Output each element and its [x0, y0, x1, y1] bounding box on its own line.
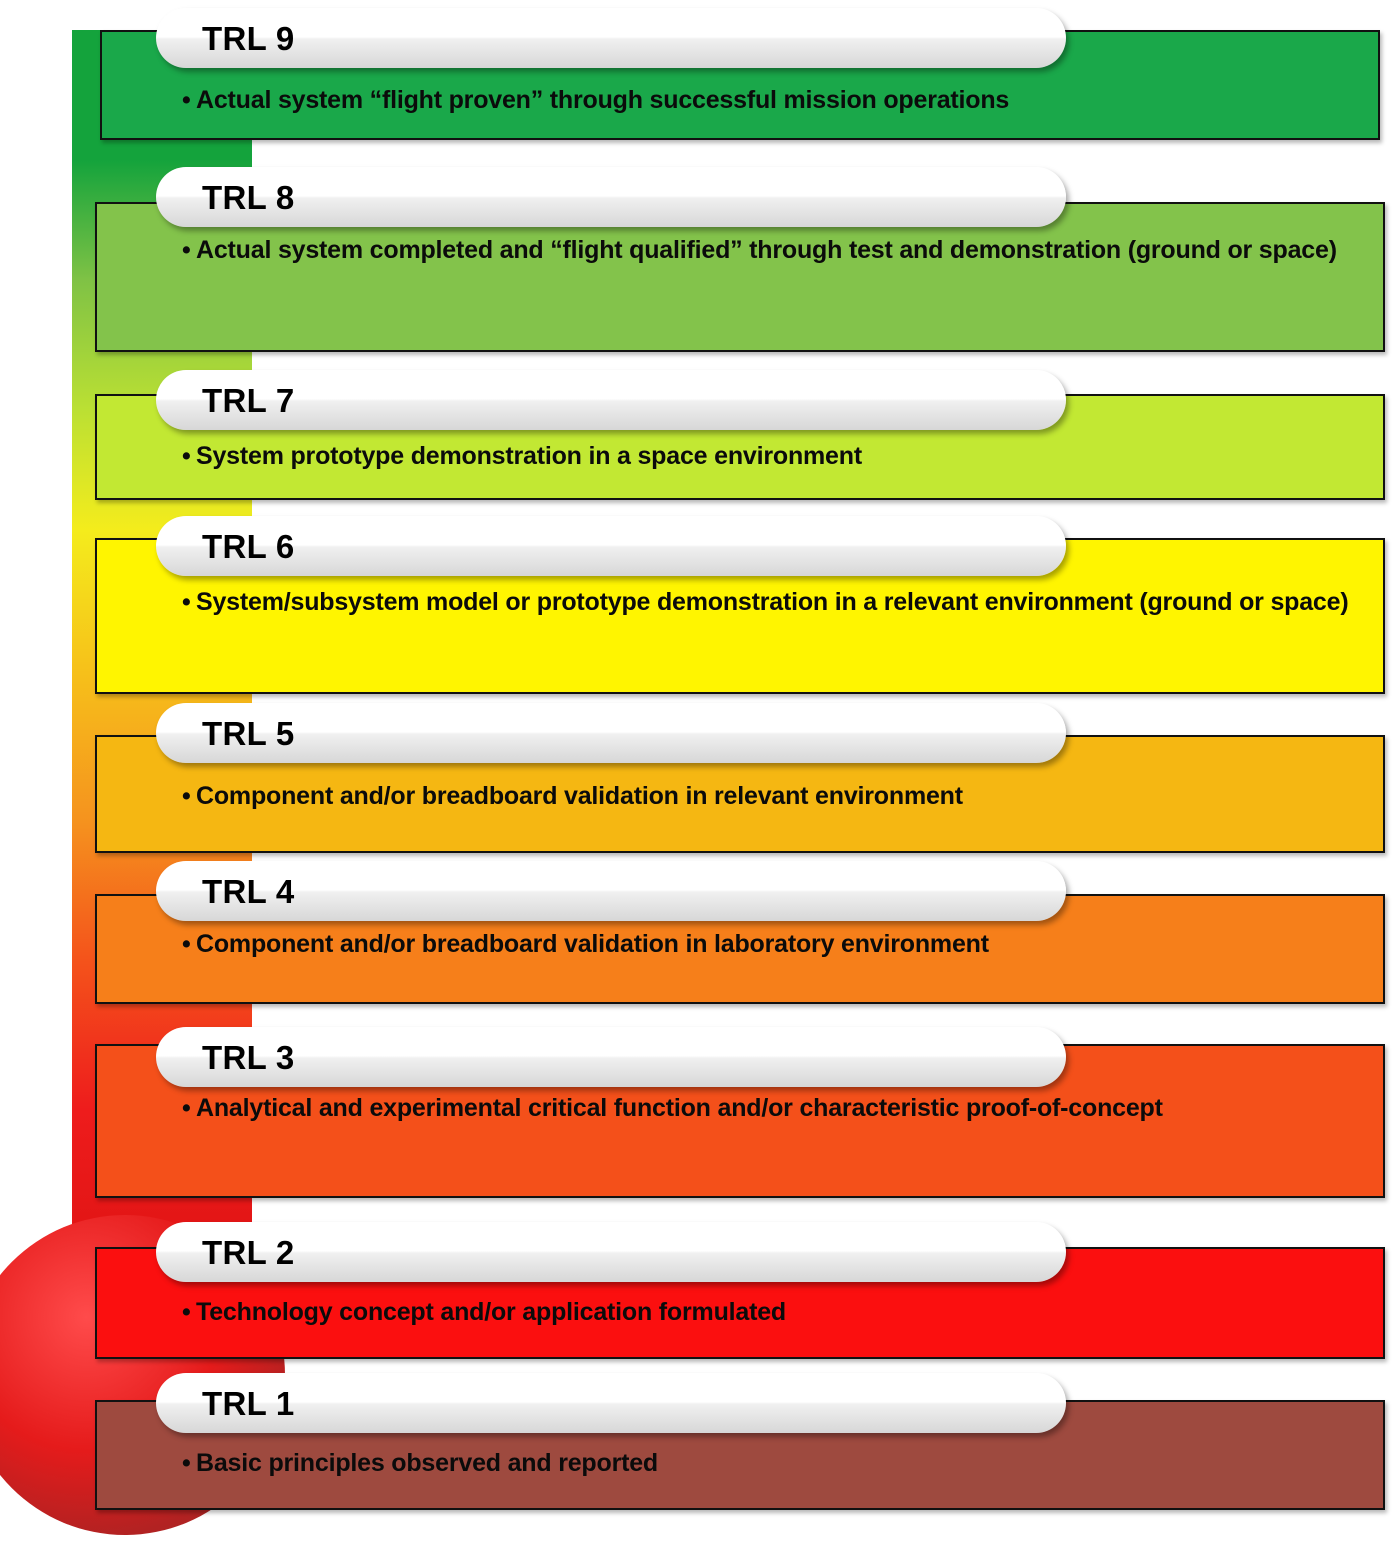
trl-label-6: TRL 6 [202, 528, 295, 565]
trl-pill-5[interactable] [156, 703, 1066, 763]
bullet-icon: • [182, 1094, 191, 1122]
trl-pill-4[interactable] [156, 861, 1066, 921]
trl-pill-3[interactable] [156, 1027, 1066, 1087]
trl-pill-6[interactable] [156, 516, 1066, 576]
trl-pill-8[interactable] [156, 167, 1066, 227]
bullet-icon: • [182, 930, 191, 958]
trl-label-1: TRL 1 [202, 1385, 295, 1422]
trl-description-2: • Technology concept and/or application formulated [182, 1298, 786, 1326]
trl-description-3: • Analytical and experimental critical function and/or characteristic proof-of-concept [182, 1094, 1163, 1122]
trl-description-9: • Actual system “flight proven” through successful mission operations [182, 86, 1010, 114]
trl-pill-2[interactable] [156, 1222, 1066, 1282]
trl-label-2: TRL 2 [202, 1234, 295, 1271]
trl-description-4: • Component and/or breadboard validation in laboratory environment [182, 930, 989, 958]
bullet-icon: • [182, 782, 191, 810]
trl-label-9: TRL 9 [202, 20, 295, 57]
trl-pill-1[interactable] [156, 1373, 1066, 1433]
trl-pill-7[interactable] [156, 370, 1066, 430]
bullet-icon: • [182, 236, 191, 264]
trl-description-6: • System/subsystem model or prototype demonstration in a relevant environment (ground or space) [182, 588, 1349, 616]
trl-description-1: • Basic principles observed and reported [182, 1449, 658, 1477]
trl-label-4: TRL 4 [202, 873, 295, 910]
trl-label-8: TRL 8 [202, 179, 295, 216]
trl-description-7: • System prototype demonstration in a space environment [182, 442, 862, 470]
trl-pill-9[interactable] [156, 8, 1066, 68]
trl-description-5: • Component and/or breadboard validation in relevant environment [182, 782, 963, 810]
trl-label-5: TRL 5 [202, 715, 295, 752]
bullet-icon: • [182, 86, 191, 114]
trl-label-7: TRL 7 [202, 382, 295, 419]
bullet-icon: • [182, 1298, 191, 1326]
bullet-icon: • [182, 1449, 191, 1477]
bullet-icon: • [182, 442, 191, 470]
trl-description-8: • Actual system completed and “flight qualified” through test and demonstration (ground or space) [182, 236, 1337, 264]
trl-label-3: TRL 3 [202, 1039, 295, 1076]
bullet-icon: • [182, 588, 191, 616]
